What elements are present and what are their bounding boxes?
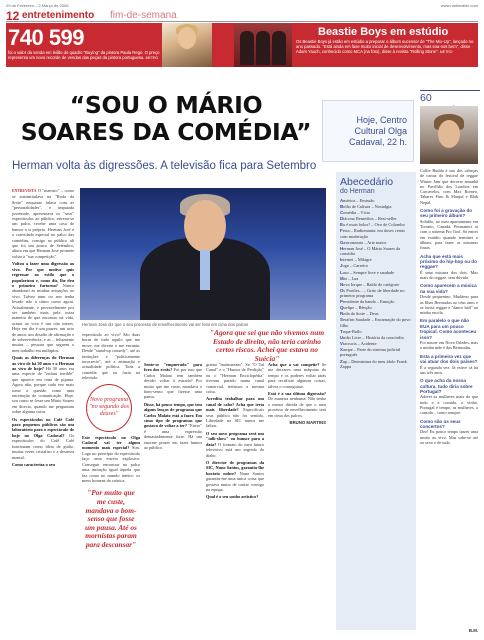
abecedario-item: [340, 210, 412, 215]
abecedario-item: [340, 228, 412, 239]
paragraph: Os espectáculos no Café Café para pequenos públicos são um laboratório para o espectáculo de hoje no Olga Cadaval? Os espectáculos do Café Café funcionam como ideia de guião, muitas vezes cristalizo e a destreza mental.: [12, 416, 74, 460]
article-column-5: [268, 362, 326, 427]
abecedario-text: u é mais bolos? – Ovo de Colombo: [342, 222, 405, 228]
interview-question: Como são os seus concertos?: [420, 418, 461, 429]
abecedario-letter: F: [340, 228, 343, 234]
page-number: 12: [6, 9, 20, 23]
pull-quote-middle: "Por muito que me custe, mandava o bom-senso que fosse um pausa. Até os mornistas param para descansar": [85, 488, 137, 549]
abecedario-item: [340, 204, 412, 209]
news-banner: [6, 23, 478, 67]
paragraph: O seu novo programa será um "talk-show" ou humor para a data? O formato do meu futuro televisivo está um segredo do diabo.: [206, 430, 264, 458]
abecedario-item: [340, 299, 412, 304]
abecedario-letter: B: [340, 204, 344, 210]
abecedario-text: oda da Sorte – Deus: [343, 311, 379, 317]
abecedario-text: erman José – O Mário Soares da comédia: [340, 245, 401, 257]
interview-question: Acha que está mais próximo do hip-hop ou do reggae?: [420, 253, 477, 270]
abecedario-text: nião Livre – História da concórdia: [343, 334, 404, 340]
abecedario-text: ap – Determinar do meu ídolo Frank Zappa: [340, 358, 407, 369]
event-date-badge: [322, 100, 414, 162]
banner-right-tag: METRO: [439, 50, 453, 55]
abecedario-text: uelipe – Bênção: [343, 305, 372, 311]
abecedario-text: uso – Sempre livre e saudade: [342, 269, 395, 275]
paragraph: O director de programas da SIC, Nuno Santos, garantiu-lhe horário nobre? Nuno Santos garantiu-me uma única coisa que gostava muito de contar consigo na equipa.: [206, 459, 265, 492]
page-title: “SOU O MÁRIO SOARES DA COMÉDIA”: [20, 91, 312, 146]
abecedario-letter: L: [340, 269, 343, 275]
banner-right-text: [296, 39, 474, 56]
article-column-2: [82, 332, 140, 549]
abecedario-text: ropa-Baflo: [342, 328, 362, 334]
paragraph: Disse, há pouco tempo, que tem alguns lenços de programa que Carlos Malato está a fazer. Em cima tipo de programas que gostava de voltar a ter? "Envio" é uma expressão demasiadamente forte. Há um enorme prazer em fazer humor ao público.: [144, 401, 202, 451]
paragraph: Como caracteriza o seu: [12, 461, 55, 467]
interview-question: O que acha da nossa cultura, tudo diria sobre Portugal?: [420, 378, 473, 394]
sixty-seconds-title: 60: [420, 90, 480, 104]
abecedario-letter: A: [340, 198, 344, 203]
abecedario-item: [340, 216, 412, 221]
section-header: [6, 9, 478, 22]
paragraph: Acredita trabalhar para um canal de cabo? Acha que teria mais liberdade? Especificais seus público não foi sentido. Liberdade na SIC nunca me faltou.: [206, 396, 264, 429]
abecedario-text: iacrucis – Acidente: [342, 341, 377, 347]
novo-programa-badge: Novo programa "no segundo dos deuses": [86, 384, 132, 432]
paragraph: espectáculo ao vivo? São duas horas de tudo aquilo que me move, me diverte e me encanta. Desde "stand-up comedy", até as imitações e "politicamente incorrecto", até a animação e actualidade política. Toda a comédia que eu fazia na televisão.: [82, 332, 140, 381]
abecedario-letter: D: [340, 216, 344, 222]
abecedario-letter: O: [340, 287, 344, 293]
abecedario-item: [340, 341, 412, 346]
abecedario-text: erafim Saudade – Encarnação do povo filho: [340, 317, 411, 328]
abecedario-text: nternet – Milagre: [341, 257, 372, 263]
abecedario-letter: S: [340, 317, 343, 323]
abecedario-item: [340, 282, 412, 287]
paragraph: Este espectáculo no Olga Cadaval vai ter algum momento mais especial? Sim. Logo no princípio do espectáculo faço uma estreia explosiva. Conseguir encontrar no palco uma imitação igual àquela que faz como no mundo inteiro: os meus homens da crónica.: [82, 434, 140, 483]
abecedario-letter: N: [340, 281, 344, 287]
section-name: entretenimento: [22, 10, 95, 21]
interview-question: Em paralelo o que não EUA para um pouco tropical. Como aconteceu isso?: [420, 318, 477, 340]
beastie-boys-photo: [234, 23, 292, 67]
abecedario-item: [340, 257, 412, 262]
paragraph: Qual é o seu sonho artístico?: [206, 494, 259, 500]
abecedario-letter: U: [340, 334, 344, 340]
abecedario-letter: Z: [340, 358, 343, 364]
interview-answer: É uma mistura dos dois. Mas mais do reggae, sem dúvida.: [420, 269, 478, 281]
banner-left-tag: METRO: [145, 56, 159, 60]
abecedario-text: esta – Radiomania: em doses certas com moderação: [340, 228, 405, 239]
interview-answer: Desde pequenino. Mudámo para as Ilhas Bermudas ao céus anos e se ouvia reggae e "dance hall" na minha escola.: [420, 294, 478, 316]
banner-left-text: [8, 50, 168, 61]
paragraph: ENTREVISTA O "maestro" – como se autointitulava na "Roda da Sorte" enquanto falava com as "personalidades", e imputada juventude, apresentava os "seus" espectáculos ao público, estreou-se um palco, recebe uma casa de humor a si próprio. Herman José é o convidado especial no palco das comédias, consigo ao público ali que foi um pouco de Setembro, altura em que Herman José promete voltar à "sua competição".: [12, 188, 74, 259]
article-column-4: [206, 362, 264, 502]
abecedario-letter: T: [340, 328, 343, 334]
interview-answer: É a segunda vez. Já estive cá há uns três anos.: [420, 364, 478, 375]
sixty-seconds-qa: [420, 208, 478, 445]
abecedario-text: ar – Lua: [343, 275, 359, 281]
author-signature: BRUNO MARTINS: [289, 420, 326, 426]
interview-answer: Adorei as mulheres mais do que tudo e a comida, o vinho. Portugal é tempo, as mulheres, a comida... como sempre.: [420, 394, 478, 416]
paragraph: Acha que a vai competir? Se me deixares uma máquina do tempo e os poderes voltar atrás para rectificar algumas coisas, talvez o conseguisse.: [268, 362, 326, 389]
abecedario-list: [340, 198, 412, 369]
abecedario-box: [336, 172, 416, 630]
abecedario-item: [340, 240, 412, 245]
photo-caption: Herman José diz que o seu processo de envelhecimento vai ser feito em cima dos palcos: [82, 322, 249, 327]
abecedario-letter: J: [340, 263, 343, 269]
interview-question: Esta a primeira vez que vai atuar dos dois países?: [420, 353, 478, 365]
date-line-1: Hoje, Centro: [356, 115, 407, 125]
banner-right-title: Beastie Boys em estúdio: [318, 26, 449, 38]
section-subname: fim-de-semana: [110, 10, 177, 21]
paragraph: Quais as diferenças do Herman ao vivo de há 30 anos e o Herman ao vivo de hoje? Há 30 anos era uma espécie de "enfant terrible" que aparece em cena de pijama. Agora não, porque cada vez mais tomo a questão como uma encenação de comunicação. Hoje, sou como se fosse um Mário Soares em directo, quando me perguntam sobre alguma coisa.: [12, 355, 75, 415]
paragraph: Sente-se "empurrado" para fora dos ecrãs? Foi por isso que Carlos Malato tem também decidir voltar à estrada? Por muito que me custe, mandava o bom-senso que fizesse uma pausa.: [144, 362, 203, 400]
sixty-seconds-intro: Collie Budda é um dos cabeças de cartaz do festival de reggae Winter Jam que decorre amanhã no Pavilhão dos Lombos em Carcavelos, com Max Romeo, Tabares Fino & Manjul e Blak Nepal.: [420, 168, 478, 205]
interview-answer: Solidão, no meu apartamento em Toronto, Canadá. Permaneci aí com o sistema Pro Tool. Só entrei em estúdio quando terminei o álbum, para fazer as misturas finais.: [420, 218, 478, 251]
abecedario-text: omédia – Vício: [343, 210, 371, 216]
issue-date: 29 de Fevereiro – 2 Março de 2008: [6, 3, 69, 8]
abecedario-item: [340, 198, 412, 203]
abecedario-text: s Portões... – Grito de liberdade no primeiro programa: [340, 287, 405, 299]
abecedario-item: [340, 276, 412, 281]
abecedario-item: [340, 270, 412, 275]
abecedario-text: mérica – Emissão: [343, 198, 375, 203]
abecedario-item: [340, 335, 412, 340]
collie-budda-photo: [420, 106, 478, 164]
abecedario-text: arope – Parte do sistema judicial portugués: [340, 347, 401, 358]
abecedario-text: iácono Remedios – Best-seller: [343, 216, 397, 222]
abecedario-text: astronomia – Arte maior: [343, 239, 387, 245]
abecedario-letter: M: [340, 275, 344, 281]
abecedario-title: Abecedário: [340, 176, 394, 188]
paragraph: grama "mainstream". Se "O Tal Canal" e o "Humor de Perdição" ou o "Herman Enciclopédia" tiveram parado numa canal comercial, teríamos a mesma coisa.: [206, 362, 264, 395]
abecedario-item: [340, 311, 412, 316]
date-line-3: Cadaval, 22 h.: [348, 137, 407, 147]
abecedario-item: [340, 329, 412, 334]
abecedario-letter: R: [340, 311, 344, 317]
sixty-seconds-signature: B.M.: [468, 628, 478, 633]
abecedario-item: [340, 305, 412, 310]
abecedario-text: olão de Cultura – Nostalgia: [343, 204, 392, 210]
abecedario-letter: E: [340, 222, 343, 228]
paragraph: Está é a sua última digressão? De maneira nenhuma. Não tenho o menor dúvida de que o meu processo de envelhecimento será em cima dos palcos.: [268, 391, 326, 418]
banner-right-body: Os Beastie Boys já estão em estúdio a preparar o álbum sucessor de "The Mix-Up", lançado no ano passado. "Está ainda em fase muito inicial de desenvolvimento, mas soa-nos bem", disse Adam Yauch, conhecido como MCA (na foto), disse à revista "Rolling Stone".: [296, 39, 474, 55]
interview-answer: Foi nascer em Nova Orleães, mas a minha mãe é das Bermudas.: [420, 340, 478, 351]
abecedario-letter: V: [340, 341, 343, 347]
abecedario-item: [340, 347, 412, 358]
interview-answer: Dez! Eu pouco tempo trazer uma muito ao vivo. Mas sabe-se até ao sexo e de tudo.: [420, 429, 478, 445]
herman-jose-photo: [80, 188, 326, 320]
abecedario-item: [340, 317, 412, 328]
abecedario-letter: X: [340, 347, 343, 353]
date-line-2: Cultural Olga: [354, 126, 407, 136]
sixty-seconds-column: [420, 168, 478, 445]
article-column-1: [12, 188, 74, 469]
abecedario-item: [340, 359, 412, 370]
interview-question: Como aparecem a música na sua vida?: [420, 283, 477, 294]
abecedario-subtitle: do Herman: [340, 188, 375, 195]
interview-question: Como foi a gravação do seu primeiro álbum?: [420, 208, 473, 219]
page-subtitle: Herman volta às digressões. A televisão fica para Setembro: [12, 160, 317, 172]
abecedario-item: [340, 263, 412, 268]
abecedario-letter: G: [340, 239, 344, 245]
banner-left-body: foi o valor da venda em leilão do quadro "Buying" da pintora Paula Rego. O preço representa um novo recorde de vendas das peças da pintora portuguesa.: [8, 50, 160, 60]
abecedario-text: ova Iorque – Baldo de catégorie: [343, 281, 400, 287]
paragraph: Voltou a fazer uma digressão ao vivo. Por que motivo quis regressar ao estilo que o popularizou e, como diz, lhe deu o primeiro furtorna? Nunca abandonei as minhas actuações ao vivo. Talvez num ou ano tenha levado não a ritmo como agora. Actualmente, e provavelmente por ser também mais pela outra maneira de que encontro na vida, actuar ao vivo é um oito meses. Hoje em dia é um prazer, um acto de amor, um desafio de afirmação e de sobrevivência, e as – felizmente muitas – pessoas que seguem o meu trabalho em múltiplos.: [12, 261, 74, 353]
site-url: www.nadimatrto.com: [440, 3, 478, 8]
article-column-3: [144, 362, 202, 453]
abecedario-text: residente da banda – Emoção: [342, 299, 395, 305]
abecedario-text: ogo – Carreiro: [342, 263, 369, 269]
abecedario-letter: P: [340, 299, 343, 305]
pull-quote-top: "Agora que sei que não vivemos num Estado de direito, não teria carinho certos riscos. Achei que estava no Suécia": [209, 328, 325, 363]
banner-big-number: 740 599: [8, 25, 85, 50]
abecedario-item: [340, 288, 412, 299]
abecedario-item: [340, 246, 412, 257]
painting-photo: [162, 23, 212, 67]
abecedario-letter: H: [340, 245, 344, 251]
abecedario-letter: Q: [340, 305, 344, 311]
abecedario-letter: C: [340, 210, 344, 216]
abecedario-item: [340, 222, 412, 227]
abecedario-letter: I: [340, 257, 342, 263]
